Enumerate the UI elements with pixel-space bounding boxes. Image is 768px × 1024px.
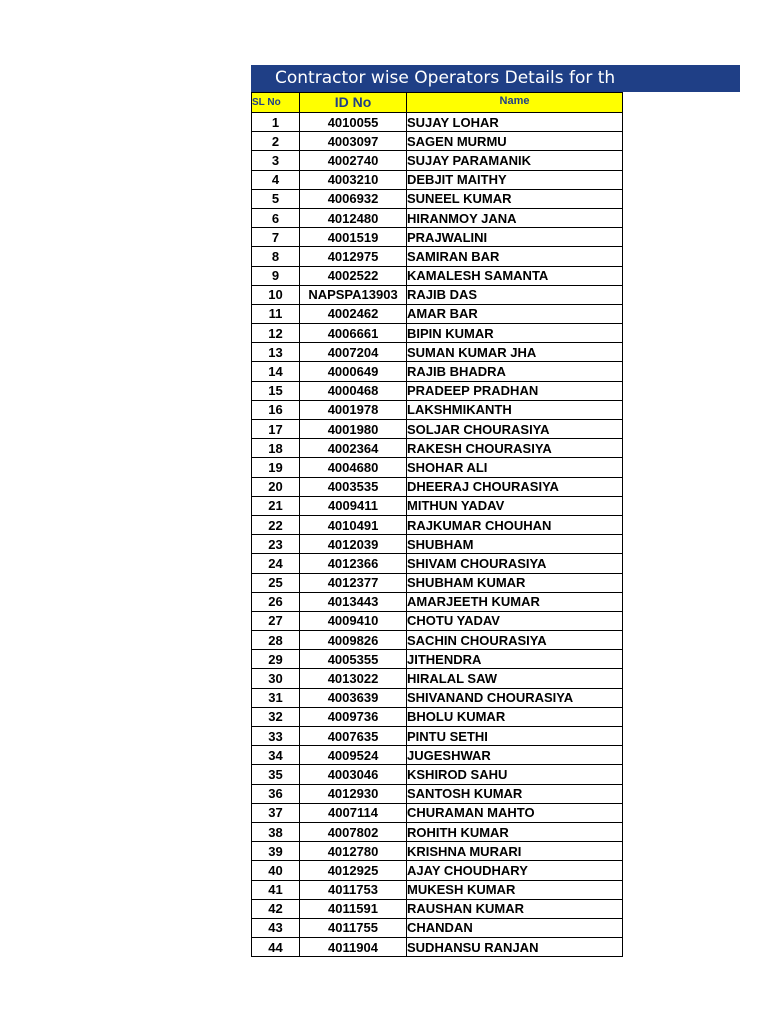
id-no-cell: 4005355 xyxy=(300,650,407,669)
sl-no-cell: 30 xyxy=(252,669,300,688)
name-cell: CHANDAN xyxy=(407,918,623,937)
header-sl-no: SL No xyxy=(252,93,300,113)
sl-no-cell: 17 xyxy=(252,420,300,439)
table-row xyxy=(252,304,623,323)
table-row xyxy=(252,822,623,841)
sl-no-cell: 24 xyxy=(252,554,300,573)
sl-no-cell: 25 xyxy=(252,573,300,592)
sl-no-cell: 41 xyxy=(252,880,300,899)
name-cell: SOLJAR CHOURASIYA xyxy=(407,420,623,439)
name-cell: ROHITH KUMAR xyxy=(407,822,623,841)
sl-no-cell: 2 xyxy=(252,132,300,151)
name-cell: SUJAY PARAMANIK xyxy=(407,151,623,170)
id-no-cell: 4012377 xyxy=(300,573,407,592)
id-no-cell: 4012366 xyxy=(300,554,407,573)
id-no-cell: NAPSPA13903 xyxy=(300,285,407,304)
id-no-cell: 4003639 xyxy=(300,688,407,707)
name-cell: MUKESH KUMAR xyxy=(407,880,623,899)
name-cell: RAKESH CHOURASIYA xyxy=(407,439,623,458)
name-cell: SAGEN MURMU xyxy=(407,132,623,151)
id-no-cell: 4007204 xyxy=(300,343,407,362)
id-no-cell: 4012480 xyxy=(300,208,407,227)
name-cell: BIPIN KUMAR xyxy=(407,324,623,343)
sl-no-cell: 36 xyxy=(252,784,300,803)
table-row xyxy=(252,688,623,707)
id-no-cell: 4006661 xyxy=(300,324,407,343)
name-cell: SHIVANAND CHOURASIYA xyxy=(407,688,623,707)
table-row xyxy=(252,285,623,304)
name-cell: SUDHANSU RANJAN xyxy=(407,938,623,957)
name-cell: CHURAMAN MAHTO xyxy=(407,803,623,822)
id-no-cell: 4012780 xyxy=(300,842,407,861)
name-cell: CHOTU YADAV xyxy=(407,611,623,630)
table-row xyxy=(252,189,623,208)
name-cell: MITHUN YADAV xyxy=(407,496,623,515)
id-no-cell: 4010055 xyxy=(300,113,407,132)
id-no-cell: 4011755 xyxy=(300,918,407,937)
sl-no-cell: 7 xyxy=(252,228,300,247)
table-row xyxy=(252,420,623,439)
table-row xyxy=(252,573,623,592)
table-row xyxy=(252,554,623,573)
sl-no-cell: 40 xyxy=(252,861,300,880)
table-row xyxy=(252,496,623,515)
id-no-cell: 4012930 xyxy=(300,784,407,803)
id-no-cell: 4007802 xyxy=(300,822,407,841)
sl-no-cell: 27 xyxy=(252,611,300,630)
id-no-cell: 4009826 xyxy=(300,631,407,650)
table-row xyxy=(252,784,623,803)
name-cell: JITHENDRA xyxy=(407,650,623,669)
sl-no-cell: 5 xyxy=(252,189,300,208)
name-cell: DEBJIT MAITHY xyxy=(407,170,623,189)
sl-no-cell: 4 xyxy=(252,170,300,189)
table-row xyxy=(252,477,623,496)
id-no-cell: 4006932 xyxy=(300,189,407,208)
id-no-cell: 4009410 xyxy=(300,611,407,630)
id-no-cell: 4001519 xyxy=(300,228,407,247)
id-no-cell: 4000468 xyxy=(300,381,407,400)
sl-no-cell: 29 xyxy=(252,650,300,669)
sl-no-cell: 38 xyxy=(252,822,300,841)
id-no-cell: 4012039 xyxy=(300,535,407,554)
name-cell: RAUSHAN KUMAR xyxy=(407,899,623,918)
id-no-cell: 4002462 xyxy=(300,304,407,323)
id-no-cell: 4007114 xyxy=(300,803,407,822)
sl-no-cell: 10 xyxy=(252,285,300,304)
sl-no-cell: 15 xyxy=(252,381,300,400)
sl-no-cell: 35 xyxy=(252,765,300,784)
sl-no-cell: 43 xyxy=(252,918,300,937)
sl-no-cell: 21 xyxy=(252,496,300,515)
name-cell: SAMIRAN BAR xyxy=(407,247,623,266)
name-cell: SHOHAR ALI xyxy=(407,458,623,477)
name-cell: SUNEEL KUMAR xyxy=(407,189,623,208)
sl-no-cell: 16 xyxy=(252,400,300,419)
sl-no-cell: 31 xyxy=(252,688,300,707)
table-row xyxy=(252,631,623,650)
name-cell: HIRALAL SAW xyxy=(407,669,623,688)
sl-no-cell: 32 xyxy=(252,707,300,726)
id-no-cell: 4000649 xyxy=(300,362,407,381)
sl-no-cell: 28 xyxy=(252,631,300,650)
sl-no-cell: 23 xyxy=(252,535,300,554)
id-no-cell: 4009524 xyxy=(300,746,407,765)
sl-no-cell: 3 xyxy=(252,151,300,170)
table-row xyxy=(252,746,623,765)
name-cell: SHUBHAM KUMAR xyxy=(407,573,623,592)
table-row xyxy=(252,611,623,630)
name-cell: SUMAN KUMAR JHA xyxy=(407,343,623,362)
sl-no-cell: 12 xyxy=(252,324,300,343)
name-cell: KSHIROD SAHU xyxy=(407,765,623,784)
table-row xyxy=(252,803,623,822)
sheet-title: Contractor wise Operators Details for th xyxy=(251,65,740,92)
table-row xyxy=(252,439,623,458)
sl-no-cell: 34 xyxy=(252,746,300,765)
table-row xyxy=(252,707,623,726)
sl-no-cell: 18 xyxy=(252,439,300,458)
id-no-cell: 4003097 xyxy=(300,132,407,151)
sl-no-cell: 22 xyxy=(252,515,300,534)
id-no-cell: 4001978 xyxy=(300,400,407,419)
header-name: Name xyxy=(407,93,623,113)
name-cell: BHOLU KUMAR xyxy=(407,707,623,726)
table-header xyxy=(252,93,623,113)
name-cell: AMAR BAR xyxy=(407,304,623,323)
table-row xyxy=(252,113,623,132)
name-cell: SANTOSH KUMAR xyxy=(407,784,623,803)
sl-no-cell: 8 xyxy=(252,247,300,266)
table-row xyxy=(252,228,623,247)
name-cell: KAMALESH SAMANTA xyxy=(407,266,623,285)
id-no-cell: 4002522 xyxy=(300,266,407,285)
sl-no-cell: 1 xyxy=(252,113,300,132)
id-no-cell: 4003046 xyxy=(300,765,407,784)
id-no-cell: 4002364 xyxy=(300,439,407,458)
sl-no-cell: 37 xyxy=(252,803,300,822)
id-no-cell: 4009736 xyxy=(300,707,407,726)
table-row xyxy=(252,592,623,611)
name-cell: KRISHNA MURARI xyxy=(407,842,623,861)
id-no-cell: 4011904 xyxy=(300,938,407,957)
sl-no-cell: 42 xyxy=(252,899,300,918)
operators-table xyxy=(251,92,623,957)
id-no-cell: 4001980 xyxy=(300,420,407,439)
table-row xyxy=(252,381,623,400)
id-no-cell: 4009411 xyxy=(300,496,407,515)
table-row xyxy=(252,842,623,861)
table-row xyxy=(252,861,623,880)
sl-no-cell: 11 xyxy=(252,304,300,323)
name-cell: DHEERAJ CHOURASIYA xyxy=(407,477,623,496)
table-row xyxy=(252,515,623,534)
table-row xyxy=(252,151,623,170)
table-row xyxy=(252,343,623,362)
name-cell: SHIVAM CHOURASIYA xyxy=(407,554,623,573)
id-no-cell: 4011753 xyxy=(300,880,407,899)
table-row xyxy=(252,266,623,285)
table-row xyxy=(252,727,623,746)
sl-no-cell: 14 xyxy=(252,362,300,381)
table-row xyxy=(252,650,623,669)
table-row xyxy=(252,132,623,151)
sl-no-cell: 9 xyxy=(252,266,300,285)
name-cell: PRADEEP PRADHAN xyxy=(407,381,623,400)
table-row xyxy=(252,535,623,554)
table-body xyxy=(252,113,623,957)
table-row xyxy=(252,899,623,918)
id-no-cell: 4012925 xyxy=(300,861,407,880)
table-row xyxy=(252,918,623,937)
id-no-cell: 4007635 xyxy=(300,727,407,746)
id-no-cell: 4003535 xyxy=(300,477,407,496)
sl-no-cell: 44 xyxy=(252,938,300,957)
id-no-cell: 4002740 xyxy=(300,151,407,170)
id-no-cell: 4012975 xyxy=(300,247,407,266)
id-no-cell: 4003210 xyxy=(300,170,407,189)
id-no-cell: 4013022 xyxy=(300,669,407,688)
name-cell: SUJAY LOHAR xyxy=(407,113,623,132)
sl-no-cell: 33 xyxy=(252,727,300,746)
id-no-cell: 4010491 xyxy=(300,515,407,534)
header-row xyxy=(252,93,623,113)
table-row xyxy=(252,208,623,227)
table-row xyxy=(252,938,623,957)
name-cell: RAJKUMAR CHOUHAN xyxy=(407,515,623,534)
name-cell: AJAY CHOUDHARY xyxy=(407,861,623,880)
name-cell: AMARJEETH KUMAR xyxy=(407,592,623,611)
name-cell: RAJIB BHADRA xyxy=(407,362,623,381)
header-id-no: ID No xyxy=(300,93,407,113)
name-cell: SACHIN CHOURASIYA xyxy=(407,631,623,650)
table-row xyxy=(252,765,623,784)
id-no-cell: 4011591 xyxy=(300,899,407,918)
table-row xyxy=(252,458,623,477)
table-row xyxy=(252,400,623,419)
sl-no-cell: 19 xyxy=(252,458,300,477)
sl-no-cell: 39 xyxy=(252,842,300,861)
name-cell: JUGESHWAR xyxy=(407,746,623,765)
table-row xyxy=(252,362,623,381)
id-no-cell: 4004680 xyxy=(300,458,407,477)
table-row xyxy=(252,669,623,688)
id-no-cell: 4013443 xyxy=(300,592,407,611)
name-cell: PINTU SETHI xyxy=(407,727,623,746)
sl-no-cell: 26 xyxy=(252,592,300,611)
table-row xyxy=(252,324,623,343)
name-cell: HIRANMOY JANA xyxy=(407,208,623,227)
sl-no-cell: 6 xyxy=(252,208,300,227)
table-row xyxy=(252,170,623,189)
table-row xyxy=(252,247,623,266)
name-cell: SHUBHAM xyxy=(407,535,623,554)
name-cell: PRAJWALINI xyxy=(407,228,623,247)
name-cell: LAKSHMIKANTH xyxy=(407,400,623,419)
sl-no-cell: 20 xyxy=(252,477,300,496)
sl-no-cell: 13 xyxy=(252,343,300,362)
name-cell: RAJIB DAS xyxy=(407,285,623,304)
table-row xyxy=(252,880,623,899)
